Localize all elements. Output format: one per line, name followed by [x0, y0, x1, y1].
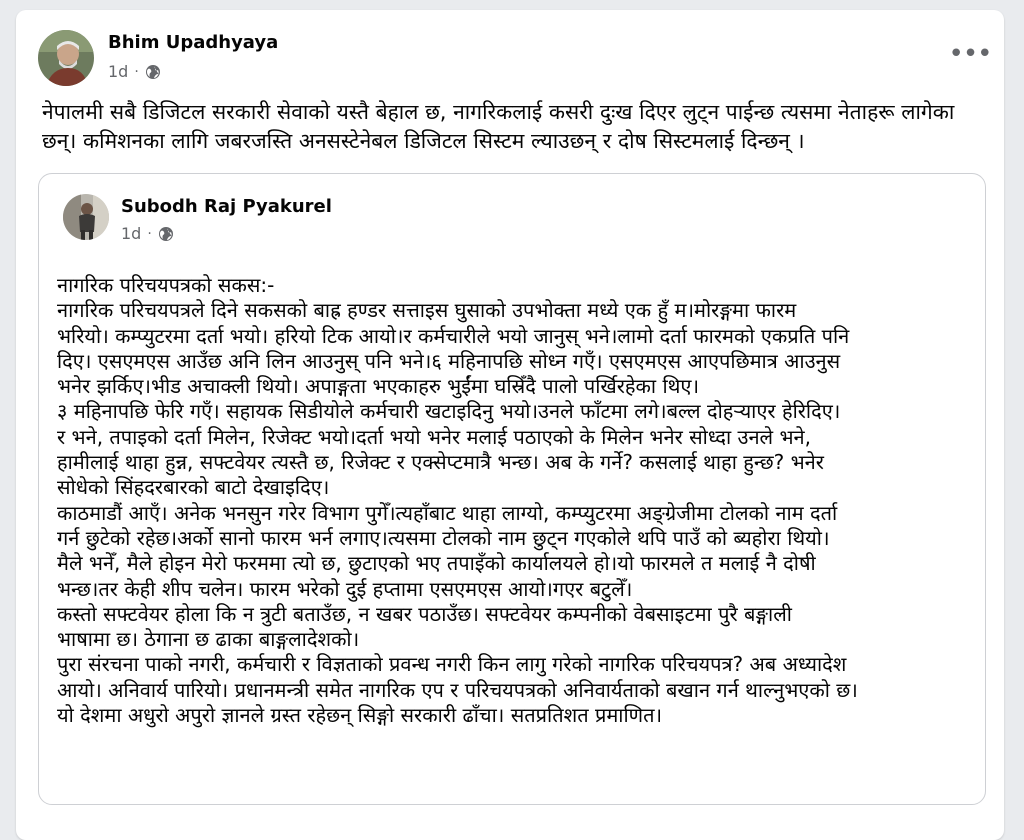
post-text: नेपालमी सबै डिजिटल सरकारी सेवाको यस्तै बेहाल छ, नागरिकलाई कसरी दुःख दिएर लुट्न पाईन्छ त्यसमा नेताहरू लागेका छन्। कमिशनका लागि जबरजस्ति अनसस्टेनेबल डिजिटल सिस्टम ल्याउछन् र दोष सिस्टमलाई दिन्छन् ।	[42, 100, 961, 153]
shared-text-line: भरियो। कम्प्युटरमा दर्ता भयो। हरियो टिक आयो।र कर्मचारीले भयो जानुस् भने।लामो दर्ता फारमको एकप्रति पनि	[57, 323, 850, 348]
shared-text-line: कस्तो सफ्टवेयर होला कि न त्रुटी बताउँछ, न खबर पठाउँछ। सफ्टवेयर कम्पनीको वेबसाइटमा पुरै बङ्गाली	[57, 601, 792, 626]
meta-separator: ·	[134, 63, 139, 80]
shared-text-line: ३ महिनापछि फेरि गएँ। सहायक सिडीयोले कर्मचारी खटाइदिनु भयो।उनले फाँटमा लगे।बल्ल दोहर्‍याएर हेरिदिए।	[57, 399, 841, 424]
shared-text-line: मैले भनेँ, मैले होइन मेरो फरममा त्यो छ, छुटाएको भए तपाइँको कार्यालयले हो।यो फारमले त मलाई नै दोषी	[57, 551, 816, 576]
more-options-button[interactable]	[948, 39, 992, 69]
shared-text-line: हामीलाई थाहा हुन्न, सफ्टवेयर त्यस्तै छ, रिजेक्ट र एक्सेप्टमात्रै भन्छ। अब के गर्ने? कसलाई थाहा हुन्छ? भनेर	[57, 450, 824, 475]
shared-text-line: सोधेको सिंहदरबारको बाटो देखाइदिए।	[57, 475, 330, 500]
shared-text-line: काठमाडौं आएँ। अनेक भनसुन गरेर विभाग पुगेँ।त्यहाँबाट थाहा लाग्यो, कम्प्युटरमा अङ्ग्रेजीमा टोलको नाम दर्ता	[57, 500, 838, 525]
globe-icon[interactable]	[158, 226, 174, 242]
shared-text-line: पुरा संरचना पाको नगरी, कर्मचारी र विज्ञताको प्रवन्ध नगरी किन लागु गरेको नागरिक परिचयपत्र? अब अध्यादेश	[57, 652, 847, 677]
shared-text-line: यो देशमा अधुरो अपुरो ज्ञानले ग्रस्त रहेछन् सिङ्गो सरकारी ढाँचा। सतप्रतिशत प्रमाणित।	[57, 703, 663, 728]
shared-text-line: र भने, तपाइको दर्ता मिलेन, रिजेक्ट भयो।दर्ता भयो भनेर मलाई पठाएको के मिलेन भनेर सोध्दा उनले भने,	[57, 424, 811, 449]
author-avatar[interactable]	[38, 30, 94, 86]
shared-text-line: भनेर झर्किए।भीड अचाक्ली थियो। अपाङ्गता भएकाहरु भुईंमा घस्रिँदै पालो पर्खिरहेका थिए।	[57, 374, 700, 399]
shared-author-name[interactable]: Subodh Raj Pyakurel	[121, 196, 332, 217]
shared-text-line: दिए। एसएमएस आउँछ अनि लिन आउनुस् पनि भने।६ महिनापछि सोध्न गएँ। एसएमएस आएपछिमात्र आउनुस	[57, 348, 841, 373]
shared-author-avatar-image	[63, 194, 109, 240]
shared-author-avatar[interactable]	[63, 194, 109, 240]
shared-post-card[interactable]	[38, 173, 986, 805]
globe-icon[interactable]	[145, 64, 161, 80]
shared-text-line: नागरिक परिचयपत्रको सकस:-	[57, 273, 275, 297]
shared-text-line: आयो। अनिवार्य पारियो। प्रधानमन्त्री समेत नागरिक एप र परिचयपत्रको अनिवार्यताको बखान गर्न थाल्नुभएको छ।	[57, 677, 858, 702]
author-name[interactable]: Bhim Upadhyaya	[108, 32, 279, 53]
shared-meta-separator: ·	[147, 225, 152, 242]
post-card	[16, 10, 1004, 840]
shared-post-text	[57, 273, 975, 728]
more-horizontal-icon: •••	[948, 39, 992, 69]
shared-text-line: गर्न छुटेको रहेछ।अर्को सानो फारम भर्न लगाए।त्यसमा टोलको नाम छुट्न गएकोले थपि पाउँ को ब्यहोरा थियो।	[57, 525, 830, 550]
shared-post-meta	[121, 224, 174, 243]
post-time[interactable]: 1d	[108, 62, 129, 81]
author-avatar-image	[38, 30, 94, 86]
shared-post-time[interactable]: 1d	[121, 224, 142, 243]
shared-text-line: नागरिक परिचयपत्रले दिने सकसको बाह्र हण्डर सत्ताइस घुसाको उपभोक्ता मध्ये एक हुँ म।मोरङ्गमा फारम	[57, 298, 797, 323]
shared-text-line: भाषामा छ। ठेगाना छ ढाका बाङ्गलादेशको।	[57, 627, 360, 652]
post-meta	[108, 62, 161, 81]
shared-text-line: भन्छ।तर केही शीप चलेन। फारम भरेको दुई हप्तामा एसएमएस आयो।गएर बटुलेँ।	[57, 576, 633, 601]
